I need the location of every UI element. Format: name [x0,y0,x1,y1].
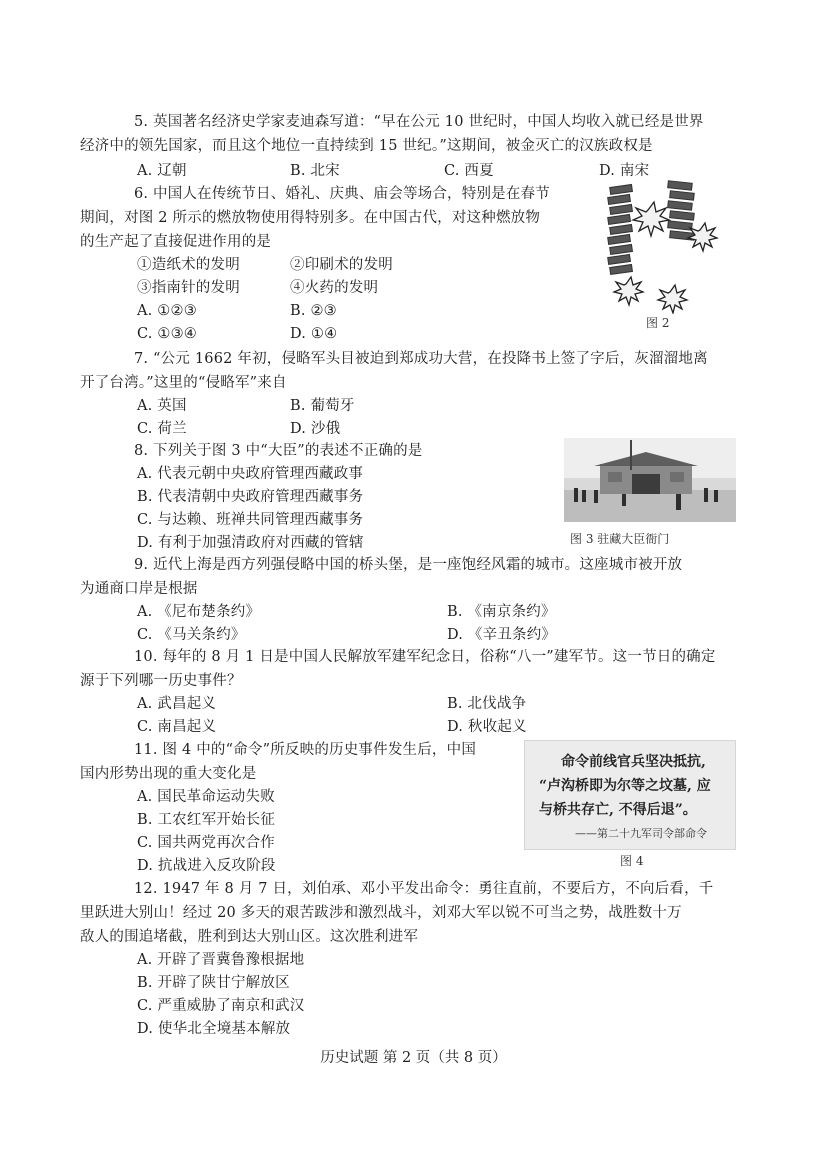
quote-line1: 命令前线官兵坚决抵抗, [561,754,706,770]
q10-option-c: C. 南昌起义 [137,719,217,735]
q12-stem-line2: 里跃进大别山！经过 20 多天的艰苦跋涉和激烈战斗，刘邓大军以锐不可当之势，战胜数十万 [80,905,682,921]
q9-option-d: D. 《辛丑条约》 [447,627,557,643]
q8-option-d: D. 有利于加强清政府对西藏的管辖 [137,535,364,551]
q7-option-c: C. 荷兰 [137,421,187,437]
q11-option-b: B. 工农红军开始长征 [137,812,276,828]
q10-option-d: D. 秋收起义 [447,719,527,735]
quote-line3: 与桥共存亡, 不得后退”。 [539,802,697,818]
q9-stem-line1: 9. 近代上海是西方列强侵略中国的桥头堡，是一座饱经风霜的城市。这座城市被开放 [134,557,683,573]
q12-stem-line1: 12. 1947 年 8 月 7 日，刘伯承、邓小平发出命令：勇往直前，不要后方，不向后看，千 [134,881,714,897]
q6-item-1: ①造纸术的发明 [137,257,240,273]
q6-stem-line1: 6. 中国人在传统节日、婚礼、庆典、庙会等场合，特别是在春节 [134,186,550,202]
q5-stem-line2: 经济中的领先国家，而且这个地位一直持续到 15 世纪。”这期间，被金灭亡的汉族政权是 [80,138,653,154]
figure-2-caption: 图 2 [646,316,670,330]
q8-option-a: A. 代表元朝中央政府管理西藏政事 [137,466,364,482]
q7-option-b: B. 葡萄牙 [290,398,355,414]
q6-item-4: ④火药的发明 [290,280,379,296]
q11-stem-line2: 国内形势出现的重大变化是 [80,766,257,782]
figure-3-caption: 图 3 驻藏大臣衙门 [570,532,670,546]
q5-option-a: A. 辽朝 [137,163,187,179]
q11-option-a: A. 国民革命运动失败 [137,789,275,805]
q7-option-d: D. 沙俄 [290,421,341,437]
q10-option-b: B. 北伐战争 [447,696,527,712]
q8-option-c: C. 与达赖、班禅共同管理西藏事务 [137,512,364,528]
figure-4-caption: 图 4 [620,854,644,868]
q11-stem-line1: 11. 图 4 中的“命令”所反映的历史事件发生后，中国 [134,742,477,758]
q9-option-b: B. 《南京条约》 [447,604,556,620]
q9-option-c: C. 《马关条约》 [137,627,246,643]
q5-option-c: C. 西夏 [444,163,494,179]
q10-stem-line1: 10. 每年的 8 月 1 日是中国人民解放军建军纪念日，俗称“八一”建军节。这一节日的确定 [134,649,716,665]
q6-option-d: D. ①④ [290,326,338,342]
yamen-photo-figure [564,438,736,522]
q5-stem-line1: 5. 英国著名经济史学家麦迪森写道：“早在公元 10 世纪时，中国人均收入就已经是世界 [134,114,704,130]
q7-stem-line1: 7. “公元 1662 年初，侵略军头目被迫到郑成功大营，在投降书上签了字后，灰溜溜地离 [134,351,708,367]
q12-option-d: D. 使华北全境基本解放 [137,1021,291,1037]
q12-option-b: B. 开辟了陕甘宁解放区 [137,975,290,991]
q8-option-b: B. 代表清朝中央政府管理西藏事务 [137,489,364,505]
q6-item-3: ③指南针的发明 [137,280,240,296]
firecracker-figure [596,176,724,314]
q6-item-2: ②印刷术的发明 [290,257,393,273]
quote-line2: “卢沟桥即为尔等之坟墓, 应 [539,778,711,794]
page-footer: 历史试题 第 2 页（共 8 页） [320,1050,507,1066]
q12-stem-line3: 敌人的围追堵截，胜利到达大别山区。这次胜利进军 [80,929,419,945]
q7-stem-line2: 开了台湾。”这里的“侵略军”来自 [80,375,287,391]
q6-stem-line2: 期间，对图 2 所示的燃放物使用得特别多。在中国古代，对这种燃放物 [80,210,541,226]
q9-option-a: A. 《尼布楚条约》 [137,604,261,620]
q10-option-a: A. 武昌起义 [137,696,217,712]
q6-stem-line3: 的生产起了直接促进作用的是 [80,234,272,250]
q10-stem-line2: 源于下列哪一历史事件？ [80,673,242,689]
q12-option-c: C. 严重威胁了南京和武汉 [137,998,305,1014]
q6-option-c: C. ①③④ [137,326,197,342]
q5-option-b: B. 北宋 [290,163,340,179]
q11-option-d: D. 抗战进入反攻阶段 [137,858,276,874]
q11-option-c: C. 国共两党再次合作 [137,835,275,851]
q8-stem-line1: 8. 下列关于图 3 中“大臣”的表述不正确的是 [134,443,423,459]
q6-option-a: A. ①②③ [137,303,197,319]
q12-option-a: A. 开辟了晋冀鲁豫根据地 [137,952,305,968]
q6-option-b: B. ②③ [290,303,337,319]
q5-option-d: D. 南宋 [599,163,650,179]
order-quote-figure [524,740,736,850]
quote-source: ——第二十九军司令部命令 [575,827,707,840]
q9-stem-line2: 为通商口岸是根据 [80,581,198,597]
q7-option-a: A. 英国 [137,398,187,414]
